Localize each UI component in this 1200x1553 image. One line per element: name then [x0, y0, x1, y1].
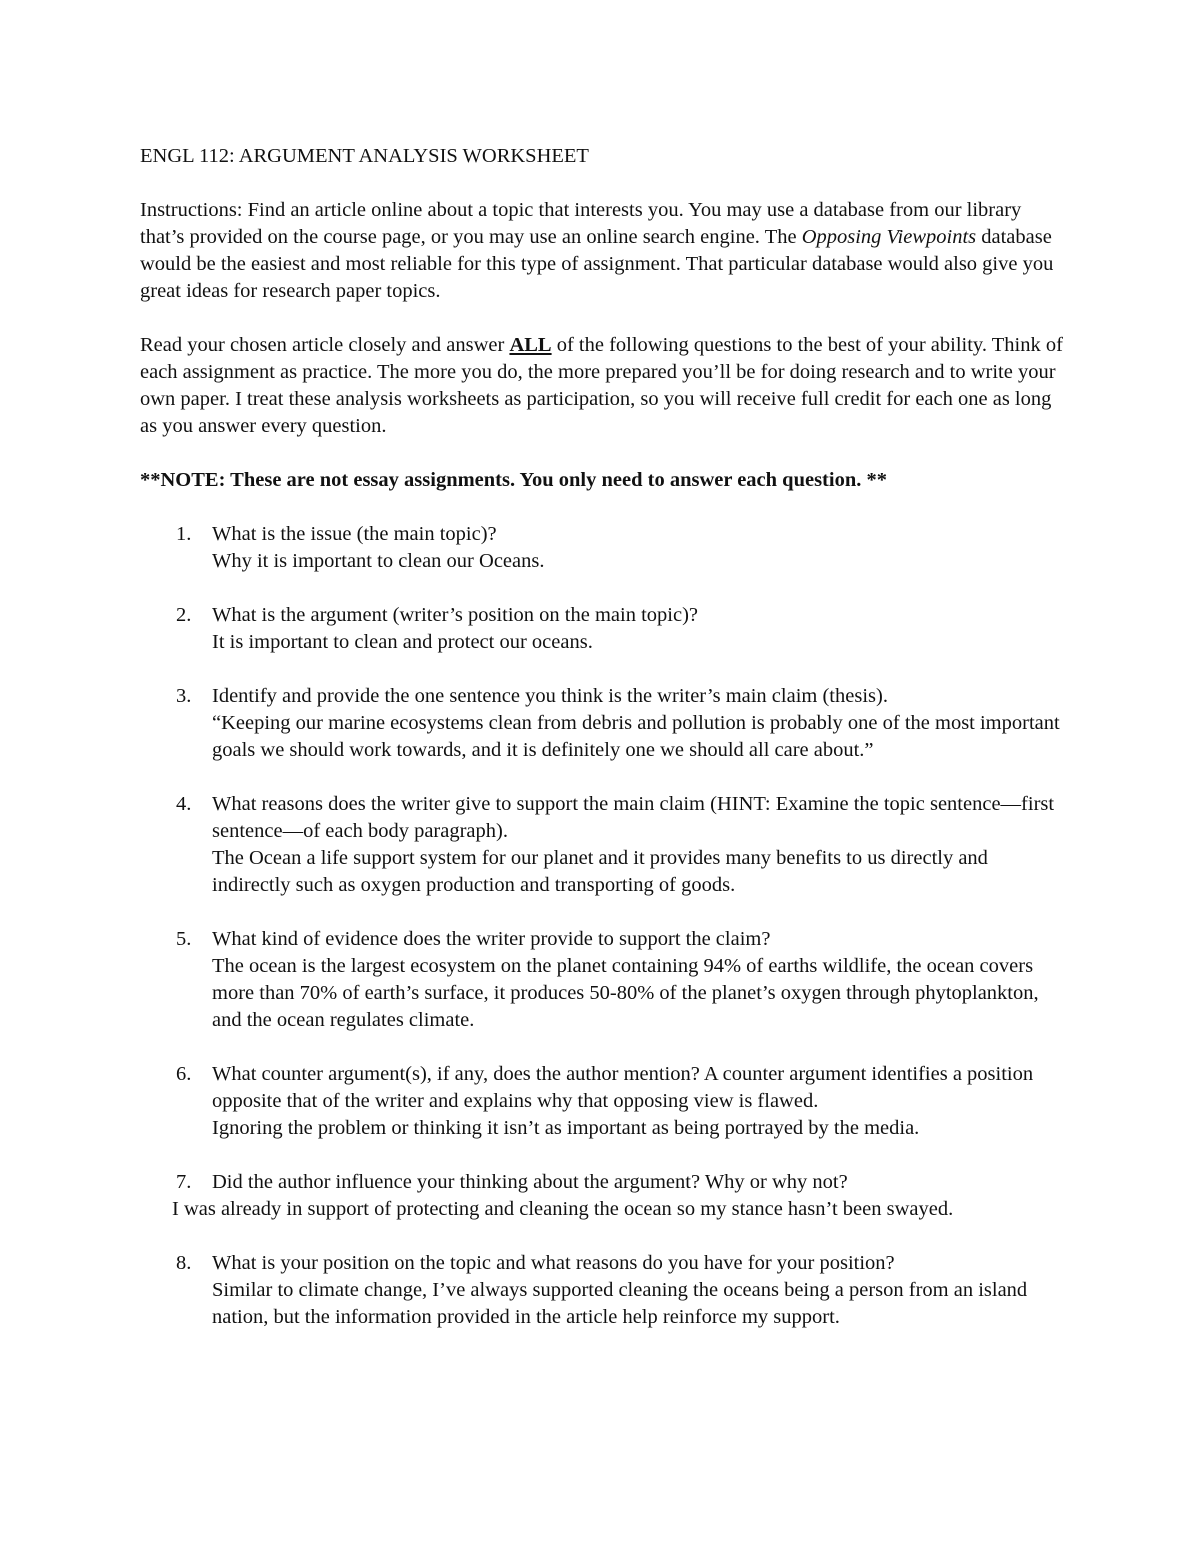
- read-lead: Read your chosen article closely and answer: [140, 334, 510, 356]
- question-item-5: [140, 926, 1070, 1034]
- worksheet-page: [140, 143, 1070, 1358]
- question-item-3: [140, 683, 1070, 764]
- question-item-6: [140, 1061, 1070, 1142]
- instructions-lead: Instructions: Find an article online about a topic that interests you. You may use a database from our library that’s provided on the course page, or you may use an online search engine. The: [140, 199, 1022, 248]
- question-text: Did the author influence your thinking about the argument? Why or why not?: [212, 1171, 848, 1193]
- database-name: Opposing Viewpoints: [801, 226, 977, 248]
- question-list: [140, 521, 1070, 1331]
- question-number: 3.: [176, 685, 192, 707]
- note-text: **NOTE: These are not essay assignments. You only need to answer each question. **: [140, 469, 887, 491]
- instructions-paragraph: [140, 197, 1070, 305]
- page-title: ENGL 112: ARGUMENT ANALYSIS WORKSHEET: [140, 145, 589, 167]
- answer-text: Why it is important to clean our Oceans.: [212, 550, 545, 572]
- answer-text: The Ocean a life support system for our planet and it provides many benefits to us directly and indirectly such as oxygen production and transporting of goods.: [212, 847, 988, 896]
- question-text: What is your position on the topic and what reasons do you have for your position?: [212, 1252, 895, 1274]
- question-item-4: [140, 791, 1070, 899]
- answer-text: “Keeping our marine ecosystems clean from debris and pollution is probably one of the most important goals we should work towards, and it is definitely one we should all care about.”: [212, 712, 1060, 761]
- question-number: 2.: [176, 604, 192, 626]
- question-number: 8.: [176, 1252, 192, 1274]
- answer-text: Similar to climate change, I’ve always supported cleaning the oceans being a person from an island nation, but the information provided in the article help reinforce my support.: [212, 1279, 1028, 1328]
- answer-text: I was already in support of protecting and cleaning the ocean so my stance hasn’t been swayed.: [172, 1198, 954, 1220]
- question-number: 4.: [176, 793, 192, 815]
- question-text: Identify and provide the one sentence you think is the writer’s main claim (thesis).: [212, 685, 888, 707]
- answer-text: The ocean is the largest ecosystem on the planet containing 94% of earths wildlife, the ocean covers more than 70% of earth’s surface, it produces 50-80% of the planet’s oxygen through phytoplankton, and the ocean regulates climate.: [212, 955, 1039, 1031]
- question-text: What reasons does the writer give to support the main claim (HINT: Examine the topic sentence—first sentence—of each body paragraph).: [212, 793, 1055, 842]
- question-number: 6.: [176, 1063, 192, 1085]
- question-item-8: [140, 1250, 1070, 1331]
- question-text: What counter argument(s), if any, does the author mention? A counter argument identifies a position opposite that of the writer and explains why that opposing view is flawed.: [212, 1063, 1034, 1112]
- question-item-1: [140, 521, 1070, 575]
- question-number: 5.: [176, 928, 192, 950]
- question-text: What kind of evidence does the writer provide to support the claim?: [212, 928, 771, 950]
- question-item-2: [140, 602, 1070, 656]
- question-number: 7.: [176, 1171, 192, 1193]
- question-line: [140, 1169, 1070, 1196]
- answer-text: It is important to clean and protect our oceans.: [212, 631, 593, 653]
- question-text: What is the issue (the main topic)?: [212, 523, 497, 545]
- instructions-tail: database would be the easiest and most reliable for this type of assignment. That particular database would also give you great ideas for research paper topics.: [140, 226, 1054, 302]
- read-tail: of the following questions to the best of your ability. Think of each assignment as practice. The more you do, the more prepared you’ll be for doing research and to write your own paper. I treat these analysis worksheets as participation, so you will receive full credit for each one as long as you answer every question.: [140, 334, 1063, 437]
- question-number: 1.: [176, 523, 192, 545]
- answer-text: Ignoring the problem or thinking it isn’t as important as being portrayed by the media.: [212, 1117, 920, 1139]
- read-paragraph: [140, 332, 1070, 440]
- question-text: What is the argument (writer’s position on the main topic)?: [212, 604, 699, 626]
- question-item-7: [140, 1169, 1070, 1223]
- read-emphasis: ALL: [509, 334, 552, 356]
